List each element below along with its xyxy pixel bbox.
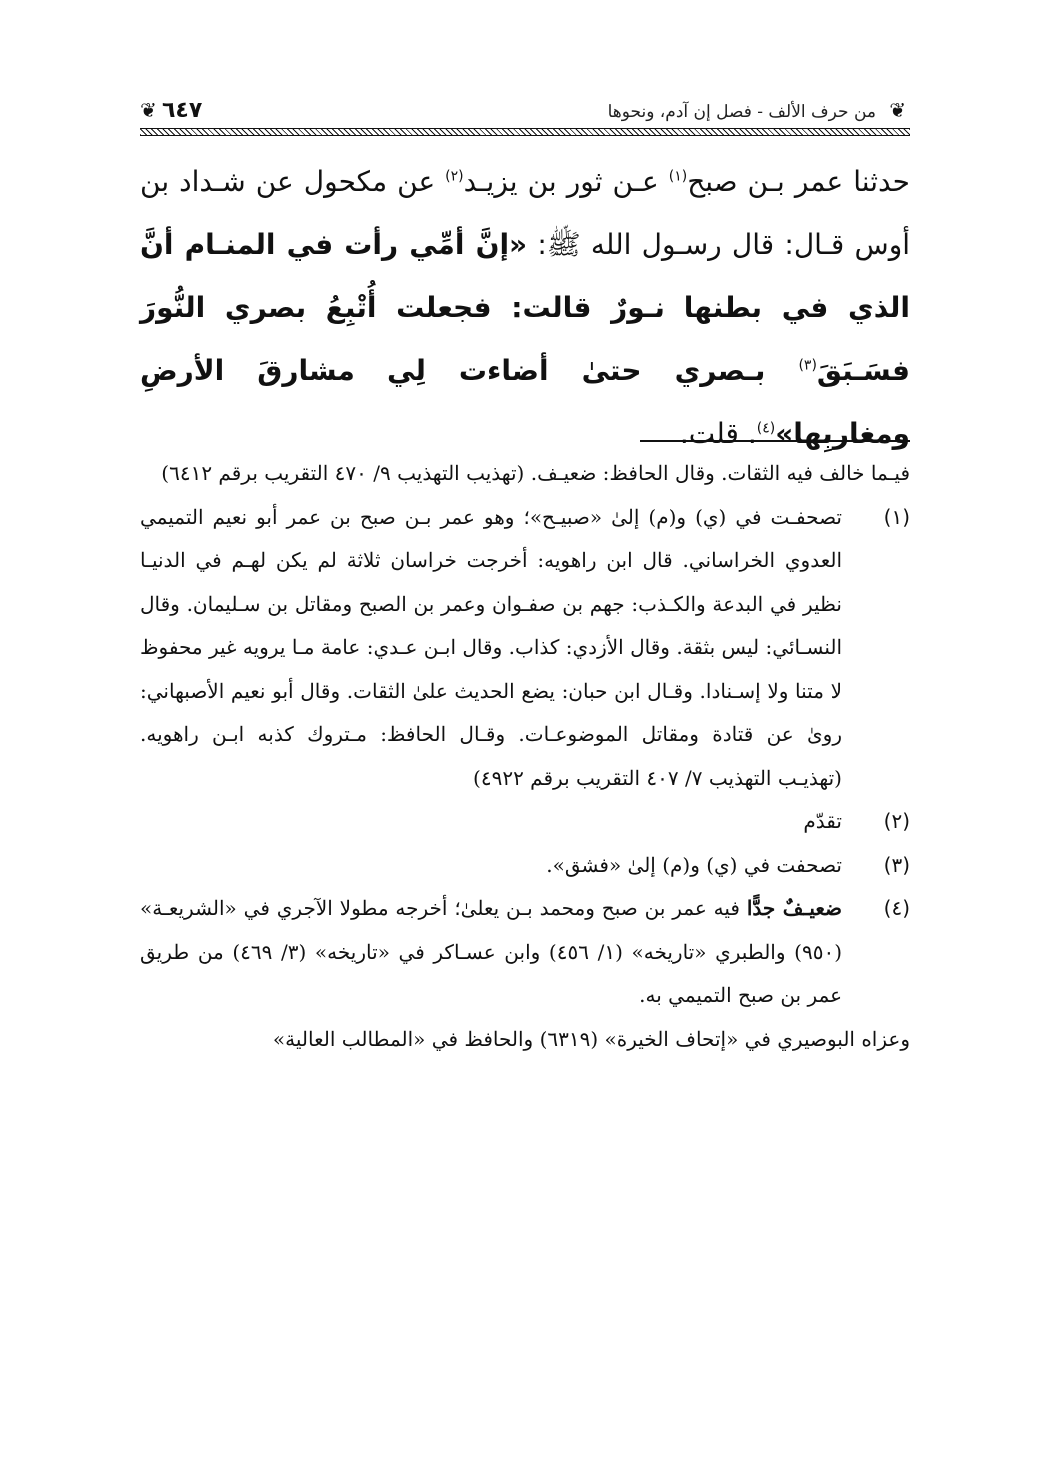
- footnote-1-number: (١): [883, 504, 910, 529]
- footnote-4-tail: وعزاه البوصيري في «إتحاف الخيرة» (٦٣١٩) والحافظ في «المطالب العالية»: [272, 1026, 910, 1051]
- footnote-3-text: تصحفت في (ي) و(م) إلىٰ «فشق».: [546, 852, 842, 877]
- header-ornament-left: ❦: [140, 98, 157, 122]
- page-header: [140, 96, 910, 136]
- footnote-1: [140, 496, 910, 801]
- header-title: من حرف الألف - فصل إن آدم، ونحوها: [607, 102, 876, 122]
- main-line4-a: مشارقَ الأرضِ ومغاربِها»: [140, 354, 910, 450]
- footnote-2: [140, 800, 910, 844]
- main-line3-b: بـصري حتىٰ أضاءت لِي: [387, 354, 799, 387]
- footnote-3: [140, 844, 910, 888]
- footnote-ref-2[interactable]: (٢): [445, 168, 464, 185]
- footnote-3-number: (٣): [883, 852, 910, 877]
- main-line1-b: عـن ثور بن يزيـد: [463, 165, 669, 198]
- main-line1-a: حدثنا عمر بـن صبح: [687, 165, 910, 198]
- page-number: ٦٤٧: [162, 98, 203, 123]
- header-rule: [140, 128, 910, 136]
- footnote-4-grade: ضعيـفٌ جدًّا: [746, 896, 843, 920]
- main-line4-b: . قلت.: [679, 417, 757, 450]
- footnote-4-text: فيه عمر بن صبح ومحمد بـن يعلىٰ؛ أخرجه مطولا الآجري في «الشريعـة» (٩٥٠) والطبري «تاريخه» (١/ ٤٥٦) وابن عسـاكر في «تاريخه» (٣/ ٤٦٩) من طريق عمر بن صبح التميمي به.: [140, 896, 842, 1007]
- footnote-4: [140, 887, 910, 1018]
- header-ornament-right: ❦: [889, 98, 906, 122]
- main-line2-b: «إنَّ أمِّي رأت في المنـام أنَّ الذي في بطنها: [140, 228, 911, 324]
- footnote-4-number: (٤): [883, 896, 910, 920]
- footnote-1-text: تصحفـت في (ي) و(م) إلىٰ «صبيـح»؛ وهو عمر بـن صبح بن عمر أبو نعيم التميمي العدوي الخراساني. قال ابن راهويه: أخرجت خراسان ثلاثة لم يكن لهـم في الدنيـا نظير في البدعة والكـذب: جهم بن صفـوان وعمر بن الصبح ومقاتل بن سـليمان. وقال النسـائي: ليس بثقة. وقال الأزدي: كذاب. وقال ابـن عـدي: عامة مـا يرويه غير محفوظ لا متنا ولا إسـنادا. وقـال ابن حبان: يضع الحديث علىٰ الثقات. وقال أبو نعيم الأصبهاني: روىٰ عن قتادة ومقاتل الموضوعـات. وقـال الحافظ: مـتروك كذبه ابـن راهويه. (تهذيـب التهذيب ٧/ ٤٠٧ التقريب برقم ٤٩٢٢): [140, 504, 842, 790]
- footnote-2-text: تقدّم: [803, 809, 842, 833]
- main-text: [140, 150, 910, 465]
- main-line1-c: عن مكحول عن شـداد بن: [140, 165, 446, 198]
- footnote-ref-4[interactable]: (٤): [756, 420, 776, 437]
- footnote-ref-1[interactable]: (١): [668, 168, 688, 185]
- footnote-continuation: فيـما خالف فيه الثقات. وقال الحافظ: ضعيـف. (تهذيب التهذيب ٩/ ٤٧٠ التقريب برقم ٦٤١٢): [161, 461, 910, 485]
- footnote-ref-3[interactable]: (٣): [798, 357, 817, 374]
- footnote-separator: [640, 440, 910, 442]
- main-line3-a: نـورٌ قالت: فجعلت أُتْبِعُ بصري النُّورَ فسَـبَقَ: [140, 291, 910, 387]
- footnote-2-number: (٢): [883, 809, 910, 833]
- main-line2-a: أوس قـال: قال رسـول الله ﷺ:: [527, 228, 910, 261]
- footnotes: [140, 452, 910, 1061]
